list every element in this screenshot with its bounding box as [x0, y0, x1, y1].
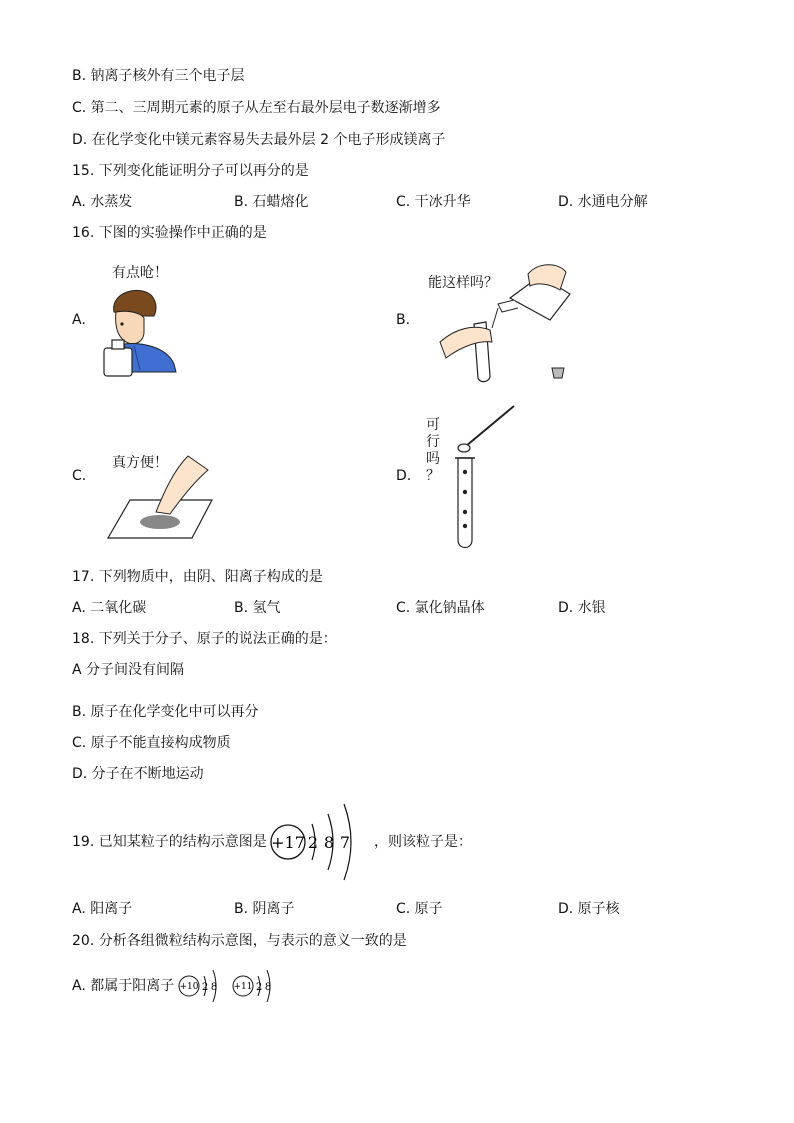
q16-caption-d-4: ？ — [426, 468, 440, 484]
shell-2-electrons: 8 — [210, 982, 218, 993]
nucleus-charge: +17 — [271, 833, 305, 852]
q18-option-a: A 分子间没有间隔 — [72, 662, 185, 678]
q18-stem: 18. 下列关于分子、原子的说法正确的是： — [72, 631, 337, 647]
spoon-and-test-tube-illustration — [452, 402, 522, 552]
shell-2-electrons: 8 — [323, 833, 335, 852]
q17-option-c: C. 氯化钠晶体 — [396, 600, 485, 616]
q14-option-b: B. 钠离子核外有三个电子层 — [72, 68, 245, 84]
smelling-gas-illustration — [100, 282, 180, 378]
q15-stem: 15. 下列变化能证明分子可以再分的是 — [72, 163, 309, 179]
q17-stem: 17. 下列物质中，由阴、阳离子构成的是 — [72, 569, 323, 585]
q15-option-d: D. 水通电分解 — [558, 194, 648, 210]
q18-option-b: B. 原子在化学变化中可以再分 — [72, 704, 259, 720]
touching-chemical-illustration — [108, 452, 218, 542]
q16-stem: 16. 下图的实验操作中正确的是 — [72, 225, 267, 241]
q17-option-d: D. 水银 — [558, 600, 606, 616]
atom-structure-diagram-neon — [177, 964, 227, 1008]
shell-2-electrons: 8 — [264, 982, 272, 993]
q16-caption-d-2: 行 — [426, 434, 440, 450]
q16-caption-c: 真方便！ — [112, 455, 168, 471]
q15-option-b: B. 石蜡熔化 — [234, 194, 309, 210]
q19-stem-prefix: 19. 已知某粒子的结构示意图是 — [72, 834, 267, 850]
q20-option-a: A. 都属于阳离子 — [72, 978, 175, 994]
atom-structure-diagram-chlorine — [268, 800, 368, 884]
q17-option-b: B. 氢气 — [234, 600, 281, 616]
q14-option-d: D. 在化学变化中镁元素容易失去最外层 2 个电子形成镁离子 — [72, 132, 446, 148]
q16-caption-b: 能这样吗？ — [428, 275, 498, 291]
q18-option-c: C. 原子不能直接构成物质 — [72, 735, 231, 751]
nucleus-charge: +10 — [179, 982, 199, 992]
shell-1-electrons: 2 — [201, 982, 209, 993]
shell-1-electrons: 2 — [307, 833, 319, 852]
q15-option-c: C. 干冰升华 — [396, 194, 471, 210]
q16-caption-d-1: 可 — [426, 417, 440, 433]
shell-3-electrons: 7 — [339, 833, 351, 852]
q14-option-c: C. 第二、三周期元素的原子从左至右最外层电子数逐渐增多 — [72, 100, 441, 116]
q15-option-a: A. 水蒸发 — [72, 194, 133, 210]
q16-label-c: C. — [72, 468, 87, 484]
atom-structure-diagram-sodium-ion — [231, 964, 281, 1008]
pouring-liquid-illustration — [440, 258, 580, 384]
q20-stem: 20. 分析各组微粒结构示意图，与表示的意义一致的是 — [72, 933, 407, 949]
q16-caption-d-3: 吗 — [426, 451, 440, 467]
q16-label-d: D. — [396, 468, 412, 484]
q16-label-b: B. — [396, 312, 411, 328]
q19-option-a: A. 阳离子 — [72, 901, 133, 917]
q16-caption-a: 有点呛！ — [112, 265, 168, 281]
q19-stem-suffix: ，则该粒子是： — [374, 834, 472, 850]
q17-option-a: A. 二氧化碳 — [72, 600, 147, 616]
q18-option-d: D. 分子在不断地运动 — [72, 766, 204, 782]
nucleus-charge: +11 — [233, 982, 253, 992]
q19-option-b: B. 阴离子 — [234, 901, 295, 917]
shell-1-electrons: 2 — [255, 982, 263, 993]
q19-option-d: D. 原子核 — [558, 901, 620, 917]
q19-option-c: C. 原子 — [396, 901, 443, 917]
q16-label-a: A. — [72, 312, 86, 328]
